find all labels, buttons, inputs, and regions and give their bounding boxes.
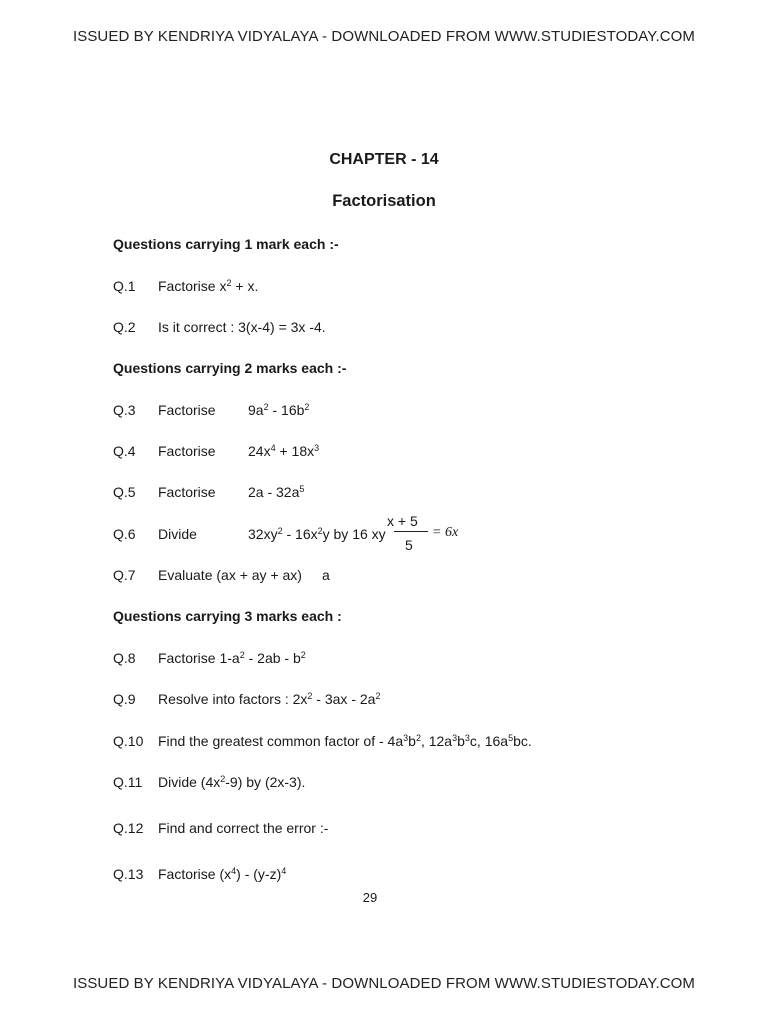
question-5 — [113, 484, 304, 500]
question-expression: $2a - 32a^5$ — [248, 484, 305, 500]
question-number: Q.10 — [113, 733, 144, 749]
question-text: Resolve into factors : $2x^2 - 3ax - 2a^2$ — [158, 691, 381, 707]
fraction-numerator: x + 5 — [387, 513, 418, 529]
question-number: Q.9 — [113, 691, 136, 707]
question-number: Q.1 — [113, 278, 136, 294]
question-label: Factorise — [158, 484, 216, 500]
question-7 — [113, 567, 330, 583]
question-number: Q.5 — [113, 484, 136, 500]
question-12 — [113, 820, 328, 836]
question-2 — [113, 319, 326, 335]
question-label: Factorise — [158, 402, 216, 418]
question-text: Divide $(4x^2-9)$ by (2x-3). — [158, 774, 306, 790]
question-expression: $24x^4 + 18x^3$ — [248, 443, 320, 459]
question-number: Q.13 — [113, 866, 144, 882]
question-number: Q.12 — [113, 820, 144, 836]
question-11 — [113, 774, 305, 790]
question-1 — [113, 278, 258, 294]
page-number: 29 — [362, 890, 378, 905]
chapter-title: Factorisation — [332, 192, 436, 210]
section-one-mark: Questions carrying 1 mark each :- — [113, 236, 339, 252]
page-footer: ISSUED BY KENDRIYA VIDYALAYA - DOWNLOADED FROM WWW.STUDIESTODAY.COM — [72, 975, 696, 992]
question-8 — [113, 650, 306, 666]
question-13 — [113, 866, 286, 882]
question-text: Find the greatest common factor of - $4a^3b^2$, $12a^3b^3c$, $16a^5bc$. — [158, 733, 532, 749]
question-number: Q.4 — [113, 443, 136, 459]
question-label: Factorise — [158, 443, 216, 459]
question-number: Q.6 — [113, 526, 136, 542]
question-number: Q.2 — [113, 319, 136, 335]
question-10 — [113, 733, 532, 749]
question-number: Q.7 — [113, 567, 136, 583]
fraction-denominator: 5 — [405, 537, 413, 553]
question-text: Factorise $1-a^2 - 2ab - b^2$ — [158, 650, 306, 666]
question-number: Q.3 — [113, 402, 136, 418]
equation-rhs: = 6x — [432, 525, 459, 540]
question-text: Factorise $(x^4) - (y-z)^4$ — [158, 866, 287, 882]
question-number: Q.11 — [113, 774, 143, 790]
question-expression: $9a^2 - 16b^2$ — [248, 402, 310, 418]
question-6 — [113, 526, 386, 542]
chapter-heading: CHAPTER - 14 — [329, 151, 439, 168]
page-header: ISSUED BY KENDRIYA VIDYALAYA - DOWNLOADED FROM WWW.STUDIESTODAY.COM — [72, 28, 696, 45]
question-3 — [113, 402, 309, 418]
question-text: Evaluate (ax + ay + ax) — [158, 567, 302, 583]
question-4 — [113, 443, 319, 459]
question-label: Divide — [158, 526, 197, 542]
question-number: Q.8 — [113, 650, 136, 666]
section-two-marks: Questions carrying 2 marks each :- — [113, 360, 347, 376]
question-expression: $32xy^2 - 16x^2y$ by 16 xy — [248, 526, 386, 542]
question-9 — [113, 691, 380, 707]
question-tail: a — [321, 567, 330, 583]
question-text: Find and correct the error :- — [158, 820, 329, 836]
question-text: Is it correct : 3(x-4) = 3x -4. — [158, 319, 326, 335]
section-three-marks: Questions carrying 3 marks each : — [113, 608, 342, 624]
question-text: Factorise $x^2 + x$. — [158, 278, 259, 294]
fraction-bar — [394, 531, 428, 532]
